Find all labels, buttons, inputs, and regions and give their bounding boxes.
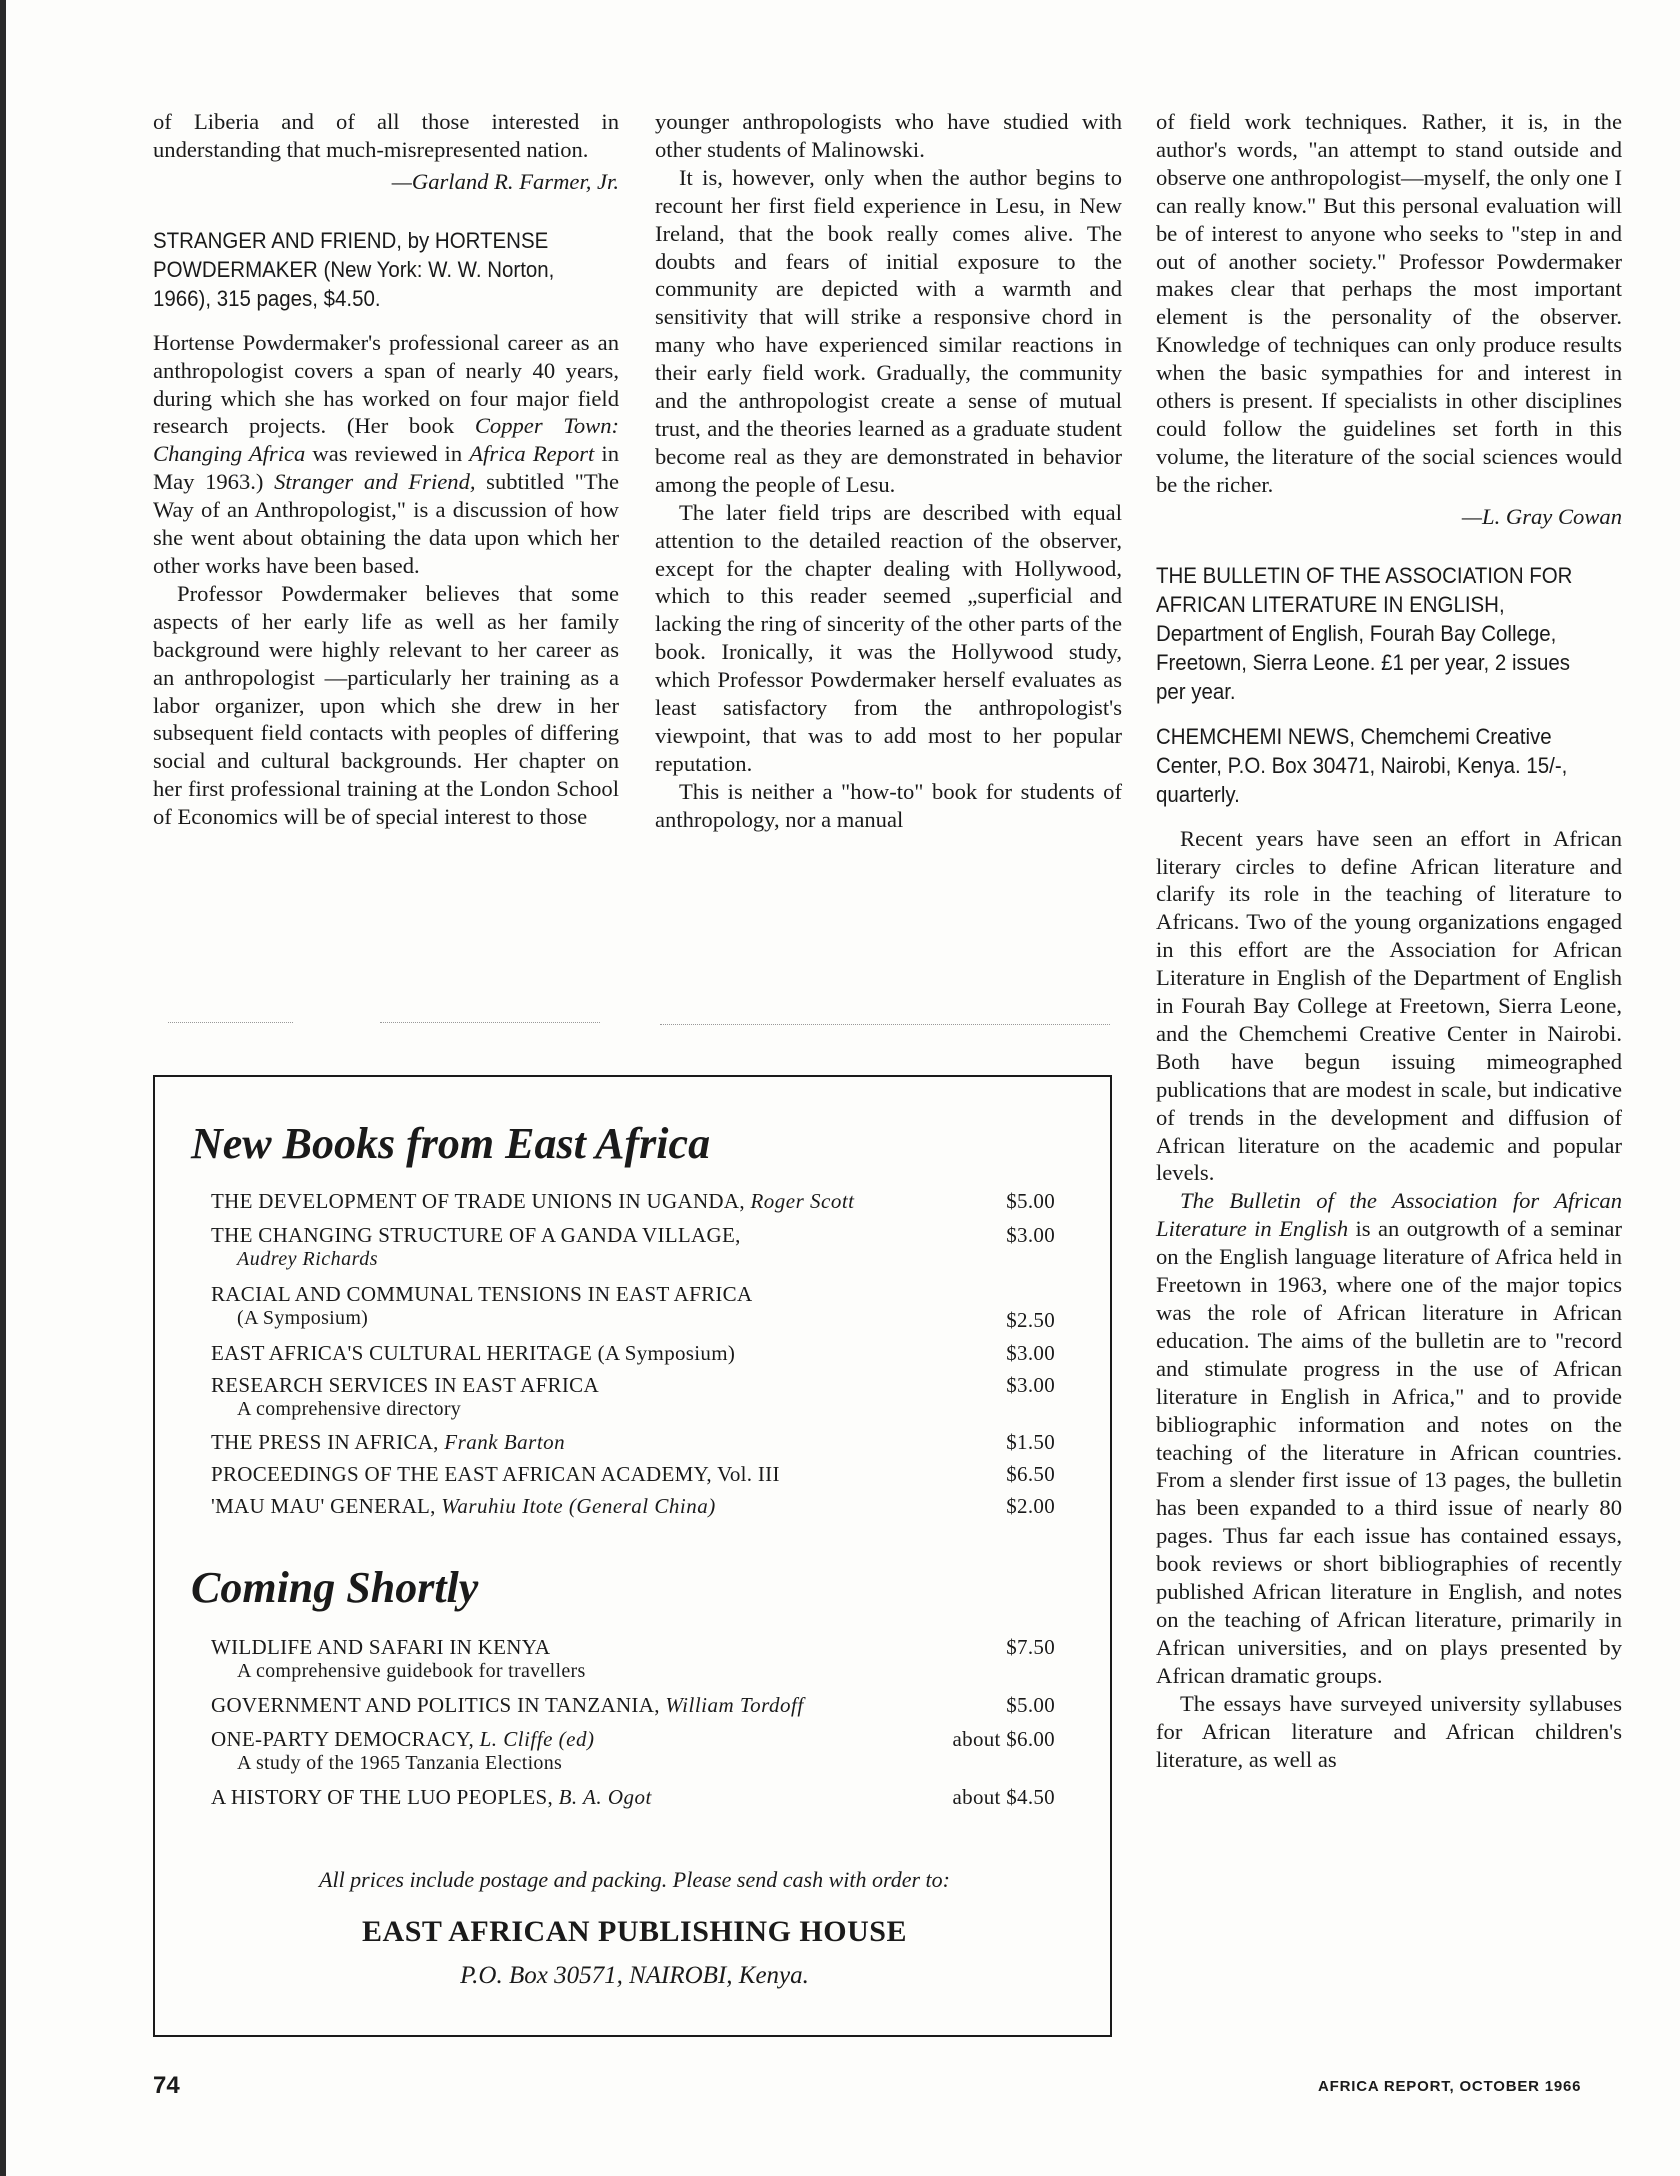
review-paragraph: This is neither a "how-to" book for students of anthropology, nor a manual bbox=[655, 778, 1122, 832]
book-listing: EAST AFRICA'S CULTURAL HERITAGE (A Symposium) $3.00 bbox=[211, 1341, 1055, 1365]
book-listing: A HISTORY OF THE LUO PEOPLES, B. A. Ogot about $4.50 bbox=[211, 1785, 1055, 1809]
column-1 bbox=[153, 108, 619, 831]
book-listing: THE CHANGING STRUCTURE OF A GANDA VILLAGE, Audrey Richards $3.00 bbox=[211, 1223, 1055, 1270]
reviewer-signature: —Garland R. Farmer, Jr. bbox=[391, 168, 619, 194]
publisher-name: EAST AFRICAN PUBLISHING HOUSE bbox=[362, 1915, 907, 1948]
divider-rule bbox=[168, 1022, 293, 1023]
book-listing: THE DEVELOPMENT OF TRADE UNIONS IN UGANDA, Roger Scott $5.00 bbox=[211, 1189, 1055, 1213]
publisher-address: P.O. Box 30571, NAIROBI, Kenya. bbox=[460, 1962, 809, 1989]
review-paragraph: It is, however, only when the author begins to recount her first field experience in Lesu, in New Ireland, that the book really comes alive. The doubts and fears of initial exposure to the community are depicted with a warmth and sensitivity that will strike a responsive chord in many who have experienced similar reactions in their early field work. Gradually, the community and the anthropologist create a sense of mutual trust, and the theories learned as a graduate student become real as they are demonstrated in behavior among the people of Lesu. bbox=[655, 164, 1122, 497]
column-2 bbox=[655, 108, 1122, 834]
reviewer-signature: —L. Gray Cowan bbox=[1461, 503, 1622, 529]
review-heading: CHEMCHEMI NEWS, Chemchemi Creative Center, P.O. Box 30471, Nairobi, Kenya. 15/-, quarterly. bbox=[1156, 723, 1568, 807]
review-paragraph: younger anthropologists who have studied with other students of Malinowski. bbox=[655, 109, 1122, 162]
advertisement-box bbox=[153, 1075, 1112, 2037]
ad-order-note: All prices include postage and packing. Please send cash with order to: bbox=[319, 1867, 950, 1892]
review-paragraph: The Bulletin of the Association for African Literature in English is an outgrowth of a seminar on the English language literature of Africa held in Freetown in 1963, where one of the major topics was the role of African literature in African education. The aims of the bulletin are to "record and stimulate progress in the use of African literature in English in Africa," and to provide bibliographic information and notes on the teaching of the literature in African countries. From a slender first issue of 13 pages, the bulletin has been expanded to a third issue of nearly 80 pages. Thus far each issue has contained essays, book reviews or short bibliographies of recently published African literature in English, and notes on the teaching of African literature, primarily in African universities, and on plays presented by African dramatic groups. bbox=[1156, 1188, 1622, 1688]
review-paragraph: The essays have surveyed university syllabuses for African literature and African children's literature, as well as bbox=[1156, 1690, 1622, 1772]
scan-edge bbox=[0, 0, 6, 2176]
ad-heading-coming-shortly: Coming Shortly bbox=[191, 1563, 479, 1612]
review-paragraph: Hortense Powdermaker's professional career as an anthropologist covers a span of nearly 40 years, during which she has worked on four major field research projects. (Her book Copper Town: Changing Africa was reviewed in Africa Report in May 1963.) Stranger and Friend, subtitled "The Way of an Anthropologist," is a discussion of how she went about obtaining the data upon which her other works have been based. bbox=[153, 329, 620, 578]
book-listing: THE PRESS IN AFRICA, Frank Barton $1.50 bbox=[211, 1430, 1055, 1454]
divider-rule bbox=[660, 1024, 1110, 1025]
review-heading: THE BULLETIN OF THE ASSOCIATION FOR AFRICAN LITERATURE IN ENGLISH, Department of English, Fourah Bay College, Freetown, Sierra Leone. £1 per year, 2 issues per year. bbox=[1156, 562, 1573, 704]
book-listing: RESEARCH SERVICES IN EAST AFRICA A comprehensive directory $3.00 bbox=[211, 1373, 1055, 1420]
review-paragraph: Professor Powdermaker believes that some aspects of her early life as well as her family background were highly relevant to her career as an anthropologist —particularly her training as a labor organizer, upon which she drew in her subsequent field contacts with peoples of differing social and cultural backgrounds. Her chapter on her first professional training at the London School of Economics will be of special interest to those bbox=[153, 580, 619, 830]
review-paragraph: The later field trips are described with equal attention to the detailed reaction of the observer, except for the chapter dealing with Hollywood, which to this reader seemed „superficial and lacking the ring of sincerity of the other parts of the book. Ironically, it was the Hollywood study, which Professor Powdermaker herself evaluates as least satisfactory from the anthropologist's viewpoint, that was to add most to her popular reputation. bbox=[655, 499, 1122, 776]
review-paragraph: Recent years have seen an effort in African literary circles to define African literature and clarify its role in the teaching of literature to Africans. Two of the young organizations engaged in this effort are the Association for African Literature in English of the Department of English in Fourah Bay College at Freetown, Sierra Leone, and the Chemchemi Creative Center in Nairobi. Both have begun issuing mimeographed publications that are modest in scale, but indicative of trends in the development and diffusion of African literature on the academic and popular levels. bbox=[1156, 825, 1622, 1186]
review-paragraph: of field work techniques. Rather, it is, in the author's words, "an attempt to stand outside and observe one anthropologist—myself, the only one I can really know." But this personal evaluation will be of interest to anyone who seeks to "step in and out of another society." Professor Powdermaker makes clear that perhaps the most important element is the personality of the observer. Knowledge of techniques can only produce results when the basic sympathies for and interest in others is present. If specialists in other disciplines could follow the guidelines set forth in this volume, the literature of the social sciences would be the richer. bbox=[1156, 109, 1622, 497]
page-number: 74 bbox=[153, 2072, 180, 2099]
book-listing: 'MAU MAU' GENERAL, Waruhiu Itote (General China) $2.00 bbox=[211, 1494, 1055, 1518]
review-end-paragraph: of Liberia and of all those interested in understanding that much-misrepresented nation. bbox=[153, 109, 619, 162]
running-title: AFRICA REPORT, OCTOBER 1966 bbox=[1318, 2078, 1582, 2095]
column-3 bbox=[1156, 108, 1622, 1773]
book-listing: PROCEEDINGS OF THE EAST AFRICAN ACADEMY, Vol. III $6.50 bbox=[211, 1462, 1055, 1486]
book-listing: WILDLIFE AND SAFARI IN KENYA A comprehensive guidebook for travellers $7.50 bbox=[211, 1635, 1055, 1682]
divider-rule bbox=[380, 1022, 600, 1023]
book-listing: RACIAL AND COMMUNAL TENSIONS IN EAST AFRICA (A Symposium) $2.50 bbox=[211, 1282, 1055, 1332]
book-listing: ONE-PARTY DEMOCRACY, L. Cliffe (ed) A study of the 1965 Tanzania Elections about $6.00 bbox=[211, 1727, 1055, 1774]
ad-heading-new-books: New Books from East Africa bbox=[191, 1119, 711, 1168]
book-listing: GOVERNMENT AND POLITICS IN TANZANIA, William Tordoff $5.00 bbox=[211, 1693, 1055, 1717]
review-heading: STRANGER AND FRIEND, by HORTENSE POWDERMAKER (New York: W. W. Norton, 1966), 315 pages, $4.50. bbox=[153, 227, 555, 311]
